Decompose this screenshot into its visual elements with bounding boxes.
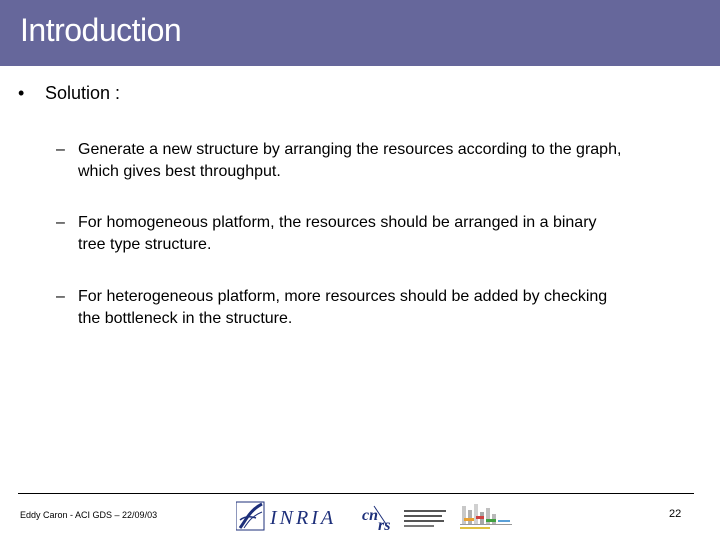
svg-text:rs: rs [378,517,391,534]
slide-title: Introduction [20,12,182,48]
svg-text:INRIA: INRIA [270,507,337,529]
footer-divider [18,493,694,494]
sub-item-line: For heterogeneous platform, more resources should be added by checking [78,288,608,305]
lab-logo [460,500,516,532]
footer-author-date: Eddy Caron - ACI GDS – 22/09/03 [20,510,158,520]
sub-item-text [78,212,698,256]
dash-symbol: – [56,214,65,231]
bullet-symbol: • [18,83,25,103]
dash-symbol: – [56,288,65,305]
title-bar [0,0,720,66]
sub-item-line: For homogeneous platform, the resources should be arranged in a binary [78,214,597,231]
svg-text:cn: cn [362,507,378,524]
sub-item-text [78,286,698,330]
dash-symbol: – [56,141,65,158]
sub-item-text [78,139,698,183]
page-number: 22 [669,508,682,520]
sub-item-line: Generate a new structure by arranging the resources according to the graph, [78,141,622,158]
sub-item-line: the bottleneck in the structure. [78,310,293,327]
cnrs-caption-logo [404,508,450,530]
sub-item-line: which gives best throughput. [78,163,281,180]
sub-item-line: tree type structure. [78,236,212,253]
cnrs-logo [360,500,404,534]
bullet-label: Solution : [45,83,121,103]
inria-logo [236,500,342,532]
